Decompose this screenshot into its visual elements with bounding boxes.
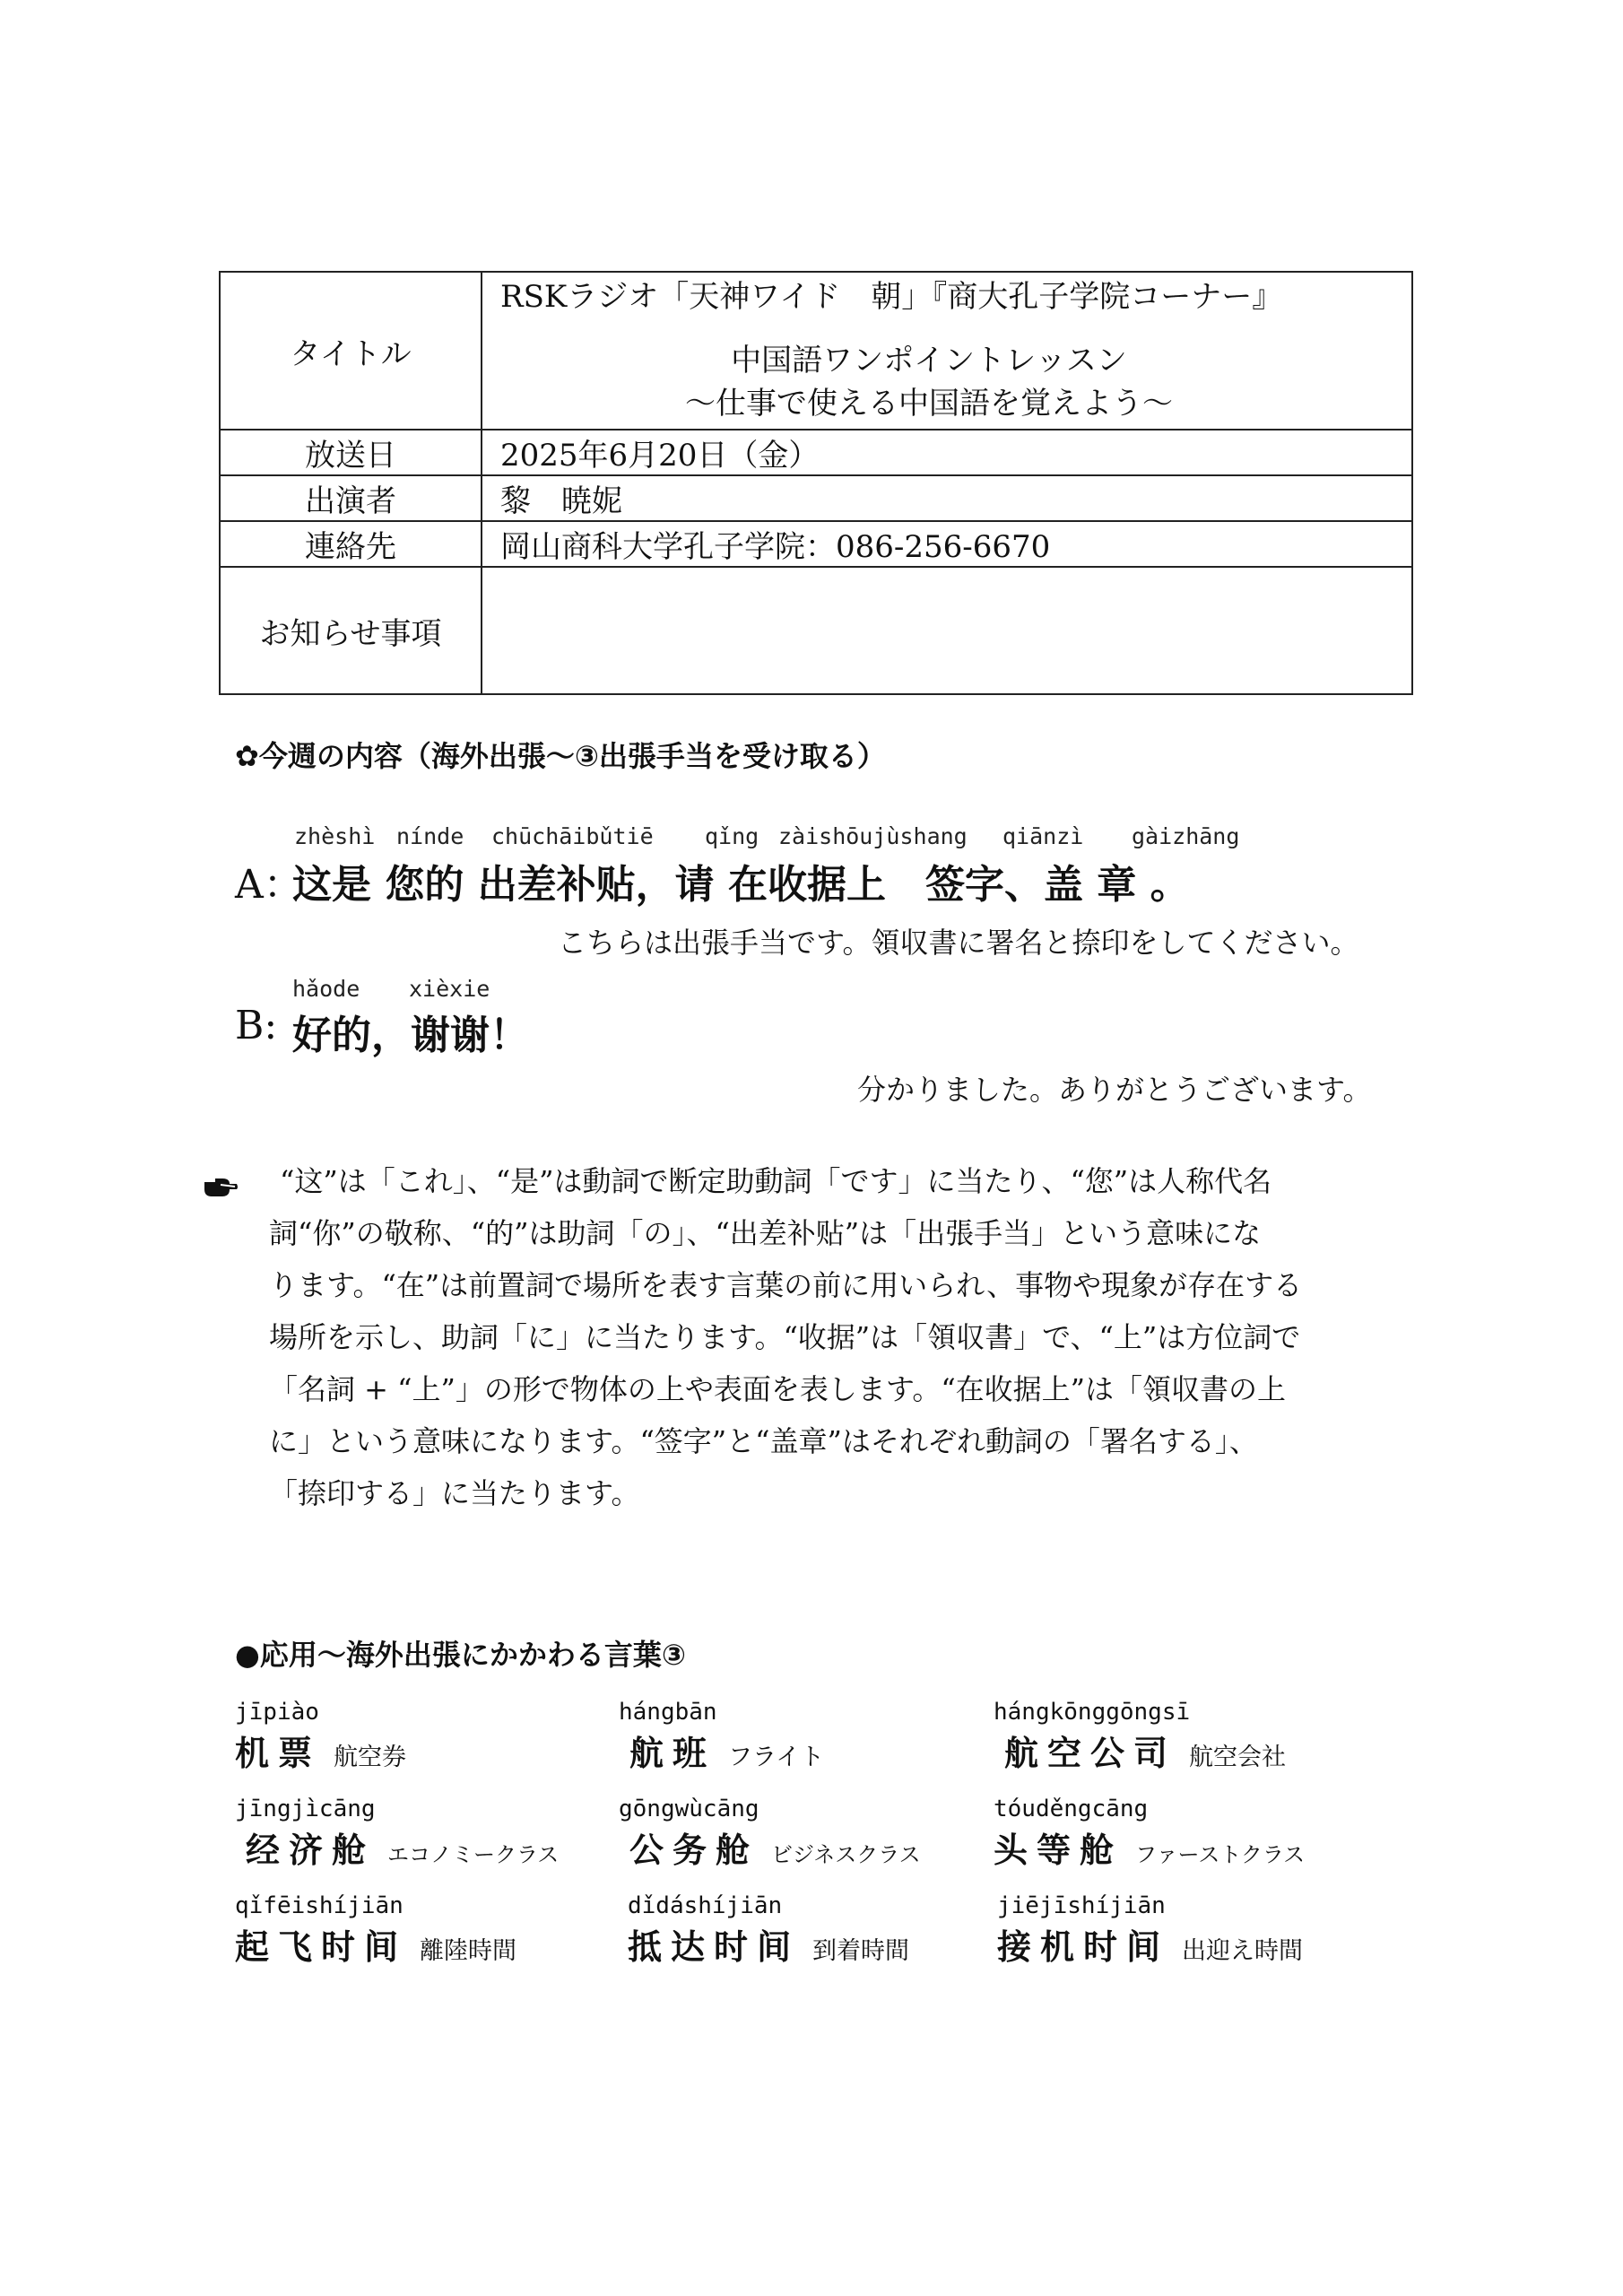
vocab-pinyin: gōngwùcāng [619,1796,759,1822]
vocab-item [997,1892,1303,1969]
vocab-item [235,1699,406,1775]
vocab-japanese: エコノミークラス [387,1842,560,1867]
title-label: タイトル [220,272,482,430]
vocab-japanese: 離陸時間 [420,1937,517,1965]
vocab-japanese: ビジネスクラス [771,1842,921,1867]
performer-label: 出演者 [220,475,482,521]
vocab-chinese: 公务舱 [629,1830,759,1870]
pinyin-a-4: qǐng [705,823,759,849]
vocab-chinese: 抵达时间 [628,1926,801,1967]
explanation-line-1: “这”は「これ」、“是”は動詞で断定助動詞「です」に当たり、“您”は人称代名 [280,1164,1272,1198]
vocab-item [619,1699,824,1775]
vocab-pinyin: jīngjìcāng [235,1796,376,1822]
date-value: 2025年6月20日（金） [482,430,1412,475]
vocab-item [235,1796,559,1872]
date-row [220,430,1412,475]
explanation-line-7: 「捺印する」に当たります。 [269,1476,640,1510]
vocab-item [994,1796,1305,1872]
week-heading: ✿今週の内容（海外出張～③出張手当を受け取る） [235,739,886,773]
title-line-program: RSKラジオ「天神ワイド 朝」『商大孔子学院コーナー』 [500,279,1283,315]
vocab-japanese: ファーストクラス [1135,1842,1306,1867]
contact-label: 連絡先 [220,521,482,567]
notice-label: お知らせ事項 [220,567,482,694]
vocab-japanese: 航空券 [334,1744,407,1771]
date-label: 放送日 [220,430,482,475]
vocab-item [235,1892,516,1969]
vocab-heading: ●応用～海外出張にかかわる言葉③ [235,1638,687,1672]
title-line-subtitle: ～仕事で使える中国語を覚えよう～ [685,386,1173,422]
vocab-chinese: 经济舱 [246,1830,376,1870]
contact-value: 岡山商科大学孔子学院：086-256-6670 [482,521,1412,567]
vocab-pinyin: hángkōnggōngsī [994,1699,1191,1726]
vocab-chinese: 机票 [235,1733,322,1773]
vocab-pinyin: jiējīshíjiān [997,1892,1166,1919]
vocab-pinyin: dǐdáshíjiān [628,1892,783,1919]
pinyin-a-2: nínde [396,823,464,849]
pinyin-a-1: zhèshì [294,823,376,849]
title-row [220,272,1412,430]
pinyin-b-1: hǎode [292,976,360,1002]
notice-row [220,567,1412,694]
explanation-line-2: 詞“你”の敬称、“的”は助詞「の」、“出差补贴”は「出張手当」という意味にな [269,1216,1262,1250]
contact-row [220,521,1412,567]
vocab-pinyin: jīpiào [235,1699,319,1726]
dialogue-b-chinese: 好的，谢谢！ [292,1013,529,1058]
vocab-japanese: 出迎え時間 [1182,1937,1304,1965]
vocab-japanese: フライト [728,1744,825,1771]
title-cell [482,272,1412,430]
explanation-line-6: に」という意味になります。“签字”と“盖章”はそれぞれ動詞の「署名する」、 [269,1424,1258,1458]
performer-value: 黎 暁妮 [482,475,1412,521]
vocab-chinese: 起飞时间 [235,1926,408,1967]
vocab-item [619,1796,921,1872]
explanation-paragraph [269,1155,1412,1519]
vocab-japanese: 航空会社 [1189,1744,1287,1771]
vocab-pinyin: tóuděngcāng [994,1796,1149,1822]
pointing-hand-icon [203,1171,239,1205]
vocab-chinese: 航班 [629,1733,716,1773]
vocab-chinese: 头等舱 [994,1830,1124,1870]
dialogue-a-japanese: こちらは出張手当です。領収書に署名と捺印をしてください。 [558,926,1359,960]
vocab-chinese: 航空公司 [1004,1733,1177,1773]
vocab-chinese: 接机时间 [997,1926,1170,1967]
explanation-line-4: 場所を示し、助詞「に」に当たります。“收据”は「領収書」で、“上”は方位詞で [269,1320,1301,1354]
performer-row [220,475,1412,521]
vocab-item [628,1892,909,1969]
pinyin-a-6: qiānzì [1002,823,1084,849]
dialogue-a-chinese: 这是 您的 出差补贴，请 在收据上 签字、盖 章 。 [292,862,1190,908]
dialogue-b-japanese: 分かりました。ありがとうございます。 [857,1073,1372,1107]
vocab-pinyin: qǐfēishíjiān [235,1892,404,1919]
title-line-lesson: 中国語ワンポイントレッスン [731,343,1127,378]
pinyin-a-5: zàishōujùshang [778,823,968,849]
notice-value [482,567,1412,694]
pinyin-a-7: gàizhāng [1132,823,1240,849]
explanation-line-5: 「名詞 + “上”」の形で物体の上や表面を表します。“在收据上”は「領収書の上 [269,1372,1287,1406]
pinyin-b-2: xièxie [409,976,490,1002]
vocab-item [994,1699,1286,1775]
speaker-a-label: A： [235,862,303,908]
speaker-b-label: B: [235,1003,278,1048]
vocab-pinyin: hángbān [619,1699,717,1726]
vocab-japanese: 到着時間 [812,1937,910,1965]
explanation-line-3: ります。“在”は前置詞で場所を表す言葉の前に用いられ、事物や現象が存在する [269,1268,1303,1302]
info-table [219,271,1413,695]
pinyin-a-3: chūchāibǔtiē [491,823,654,849]
